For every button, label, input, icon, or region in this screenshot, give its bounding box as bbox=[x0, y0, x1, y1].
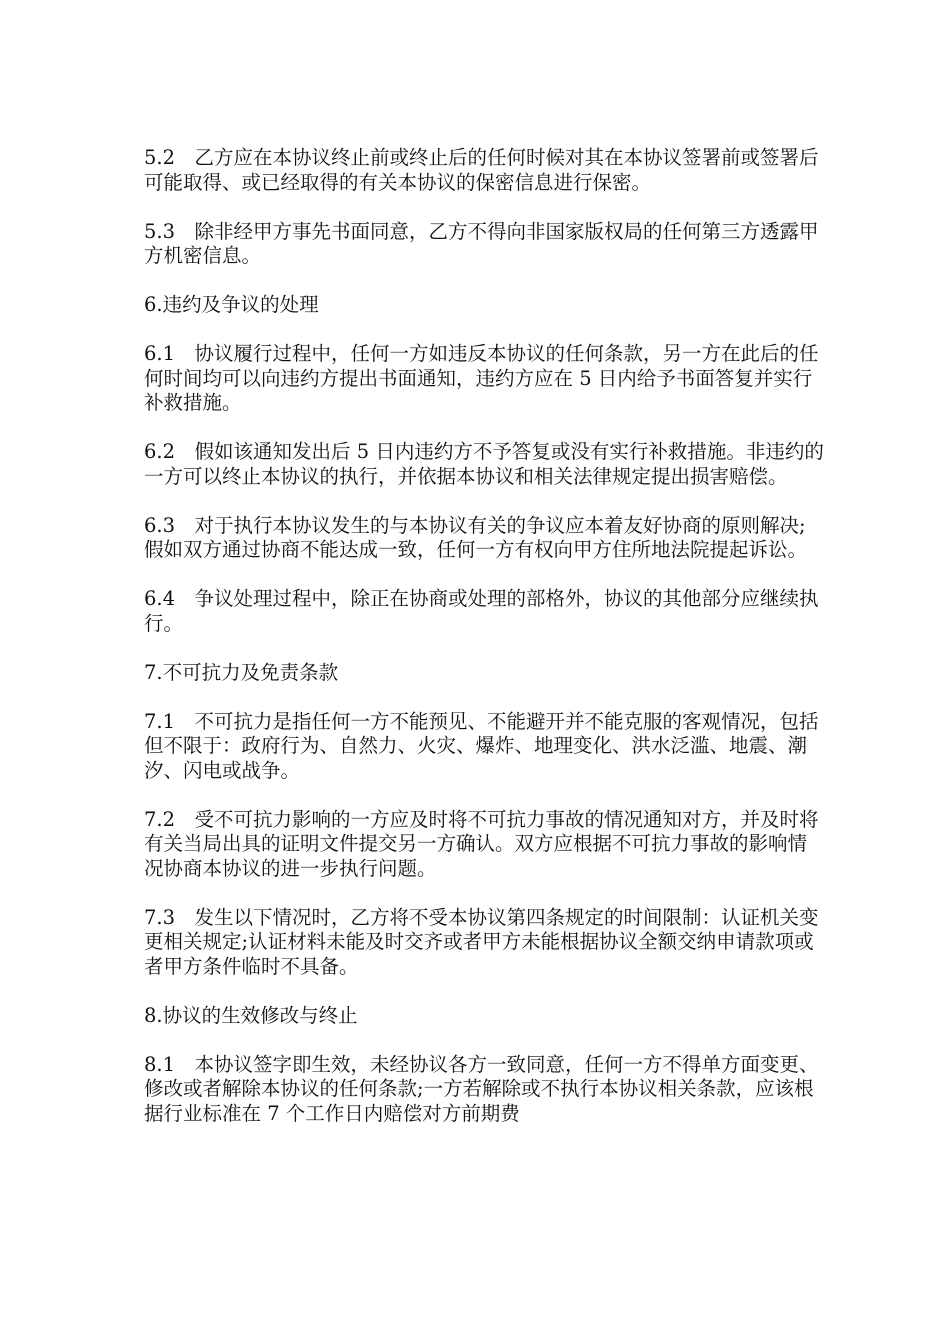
clause-5-3: 5.3 除非经甲方事先书面同意，乙方不得向非国家版权局的任何第三方透露甲方机密信息。 bbox=[144, 219, 819, 267]
document-body bbox=[144, 146, 824, 1151]
clause-6-2: 6.2 假如该通知发出后 5 日内违约方不予答复或没有实行补救措施。非违约的一方可以终止本协议的执行，并依据本协议和相关法律规定提出损害赔偿。 bbox=[144, 440, 824, 488]
section-6-heading: 6.违约及争议的处理 bbox=[144, 293, 319, 316]
clause-7-2: 7.2 受不可抗力影响的一方应及时将不可抗力事故的情况通知对方，并及时将有关当局出具的证明文件提交另一方确认。双方应根据不可抗力事故的影响情况协商本协议的进一步执行问题。 bbox=[144, 807, 819, 880]
clause-6-4: 6.4 争议处理过程中，除正在协商或处理的部格外，协议的其他部分应继续执行。 bbox=[144, 587, 819, 635]
clause-6-1: 6.1 协议履行过程中，任何一方如违反本协议的任何条款，另一方在此后的任何时间均可以向违约方提出书面通知，违约方应在 5 日内给予书面答复并实行补救措施。 bbox=[144, 342, 819, 414]
clause-5-2: 5.2 乙方应在本协议终止前或终止后的任何时候对其在本协议签署前或签署后可能取得、或已经取得的有关本协议的保密信息进行保密。 bbox=[144, 146, 819, 194]
section-7-heading: 7.不可抗力及免责条款 bbox=[144, 660, 339, 684]
clause-6-3: 6.3 对于执行本协议发生的与本协议有关的争议应本着友好协商的原则解决;假如双方通过协商不能达成一致，任何一方有权向甲方住所地法院提起诉讼。 bbox=[144, 513, 808, 561]
clause-7-3: 7.3 发生以下情况时，乙方将不受本协议第四条规定的时间限制：认证机关变更相关规定;认证材料未能及时交齐或者甲方未能根据协议全额交纳申请款项或者甲方条件临时不具备。 bbox=[144, 905, 819, 978]
clause-8-1: 8.1 本协议签字即生效，未经协议各方一致同意，任何一方不得单方面变更、修改或者解除本协议的任何条款;一方若解除或不执行本协议相关条款，应该根据行业标准在 7 个工作日内赔偿对方前期费 bbox=[144, 1052, 819, 1125]
clause-7-1: 7.1 不可抗力是指任何一方不能预见、不能避开并不能克服的客观情况，包括但不限于：政府行为、自然力、火灾、爆炸、地理变化、洪水泛滥、地震、潮汐、闪电或战争。 bbox=[144, 709, 819, 782]
section-8-heading: 8.协议的生效修改与终止 bbox=[144, 1003, 358, 1027]
